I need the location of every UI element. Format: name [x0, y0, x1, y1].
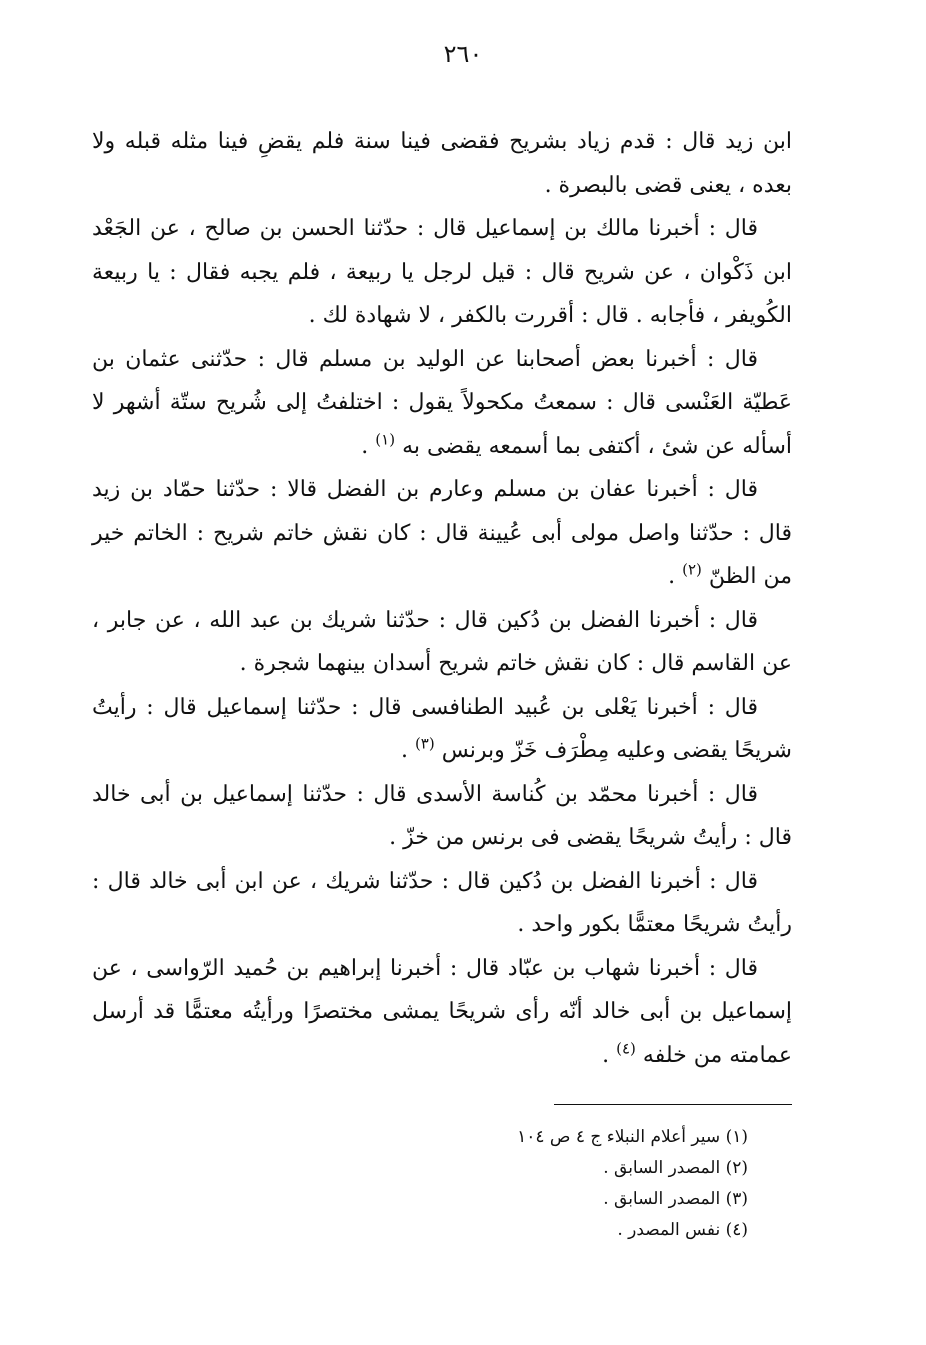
paragraph-9-text: قال : أخبرنا شهاب بن عبّاد قال : أخبرنا إبراهيم بن حُميد الرّواسى ، عن إسماعيل بن أبى خالد أنّه رأى شريحًا يمشى مختصرًا ورأيتُه معتمًّا قد أرسل عمامته من خلفه — [92, 955, 792, 1068]
paragraph-1-text: ابن زيد قال : قدم زياد بشريح فقضى فينا سنة فلم يقضِ فينا مثله قبله ولا بعده ، يعنى قضى بالبصرة . — [92, 129, 792, 198]
paragraph-3: قال : أخبرنا بعض أصحابنا عن الوليد بن مسلم قال : حدّثنى عثمان بن عَطيّة العَنْسى قال : سمعتُ مكحولاً يقول : اختلفتُ إلى شُريح ستّة أشهر لا أسأله عن شئ ، أكتفى بما أسمعه يقضى به $^{(١)}$ . — [92, 346, 792, 459]
paragraph-3-text: قال : أخبرنا بعض أصحابنا عن الوليد بن مسلم قال : حدّثنى عثمان بن عَطيّة العَنْسى قال : سمعتُ مكحولاً يقول : اختلفتُ إلى شُريح ستّة أشهر لا أسأله عن شئ ، أكتفى بما أسمعه يقضى به — [92, 346, 792, 459]
paragraph-1 — [92, 120, 792, 207]
paragraph-6-text: قال : أخبرنا يَعْلى بن عُبيد الطنافسى قال : حدّثنا إسماعيل قال : رأيتُ شريحًا يقضى وعليه مِطْرَف خَزّ وبرنس — [92, 694, 792, 763]
footnote-ref-3: (٣) — [414, 734, 435, 753]
paragraph-4-text: قال : أخبرنا عفان بن مسلم وعارم بن الفضل قالا : حدّثنا حمّاد بن زيد قال : حدّثنا واصل مولى أبى عُيينة قال : كان نقش خاتم شريح : الخاتم خير من الظنّ — [92, 477, 792, 589]
paragraph-7-text: قال : أخبرنا محمّد بن كُناسة الأسدى قال : حدّثنا إسماعيل بن أبى خالد قال : رأيتُ شريحًا يقضى فى برنس من خزّ . — [92, 781, 792, 850]
paragraph-5 — [92, 599, 792, 686]
footnote-ref-4: (٤) — [616, 1039, 636, 1058]
main-text — [92, 120, 792, 1077]
footnote-1: (١) سير أعلام النبلاء ج ٤ ص ١٠٤ — [517, 1127, 748, 1147]
footnote-divider — [554, 1104, 792, 1105]
paragraph-8-text: قال : أخبرنا الفضل بن دُكين قال : حدّثنا شريك ، عن ابن أبى خالد قال : رأيتُ شريحًا معتمًّا بكور واحد . — [92, 868, 792, 937]
paragraph-4: قال : أخبرنا عفان بن مسلم وعارم بن الفضل قالا : حدّثنا حمّاد بن زيد قال : حدّثنا واصل مولى أبى عُيينة قال : كان نقش خاتم شريح : الخاتم خير من الظنّ $^{(٢)}$ . — [92, 477, 792, 589]
paragraph-9: قال : أخبرنا شهاب بن عبّاد قال : أخبرنا إبراهيم بن حُميد الرّواسى ، عن إسماعيل بن أبى خالد أنّه رأى شريحًا يمشى مختصرًا ورأيتُه معتمًّا قد أرسل عمامته من خلفه $^{(٤)}$ . — [92, 955, 792, 1068]
paragraph-7 — [92, 773, 792, 860]
footnotes — [328, 1122, 748, 1246]
paragraph-5-text: قال : أخبرنا الفضل بن دُكين قال : حدّثنا شريك بن عبد الله ، عن جابر ، عن القاسم قال : كان نقش خاتم شريح أسدان بينهما شجرة . — [92, 607, 792, 676]
footnote-ref-1: (١) — [375, 430, 396, 449]
footnote-4: (٤) نفس المصدر . — [617, 1220, 748, 1240]
paragraph-8 — [92, 860, 792, 947]
footnote-3: (٣) المصدر السابق . — [603, 1189, 748, 1209]
paragraph-6: قال : أخبرنا يَعْلى بن عُبيد الطنافسى قال : حدّثنا إسماعيل قال : رأيتُ شريحًا يقضى وعليه مِطْرَف خَزّ وبرنس $^{(٣)}$ . — [92, 694, 792, 763]
page-number: ٢٦٠ — [443, 40, 483, 68]
paragraph-2 — [92, 207, 792, 338]
paragraph-2-text: قال : أخبرنا مالك بن إسماعيل قال : حدّثنا الحسن بن صالح ، عن الجَعْد ابن ذَكْوان ، عن شريح قال : قيل لرجل يا ربيعة ، فلم يجبه فقال : يا ربيعة الكُويفر ، فأجابه . قال : أقررت بالكفر ، لا شهادة لك . — [92, 216, 792, 328]
footnote-ref-2: (٢) — [682, 560, 702, 579]
footnote-2: (٢) المصدر السابق . — [603, 1158, 748, 1178]
